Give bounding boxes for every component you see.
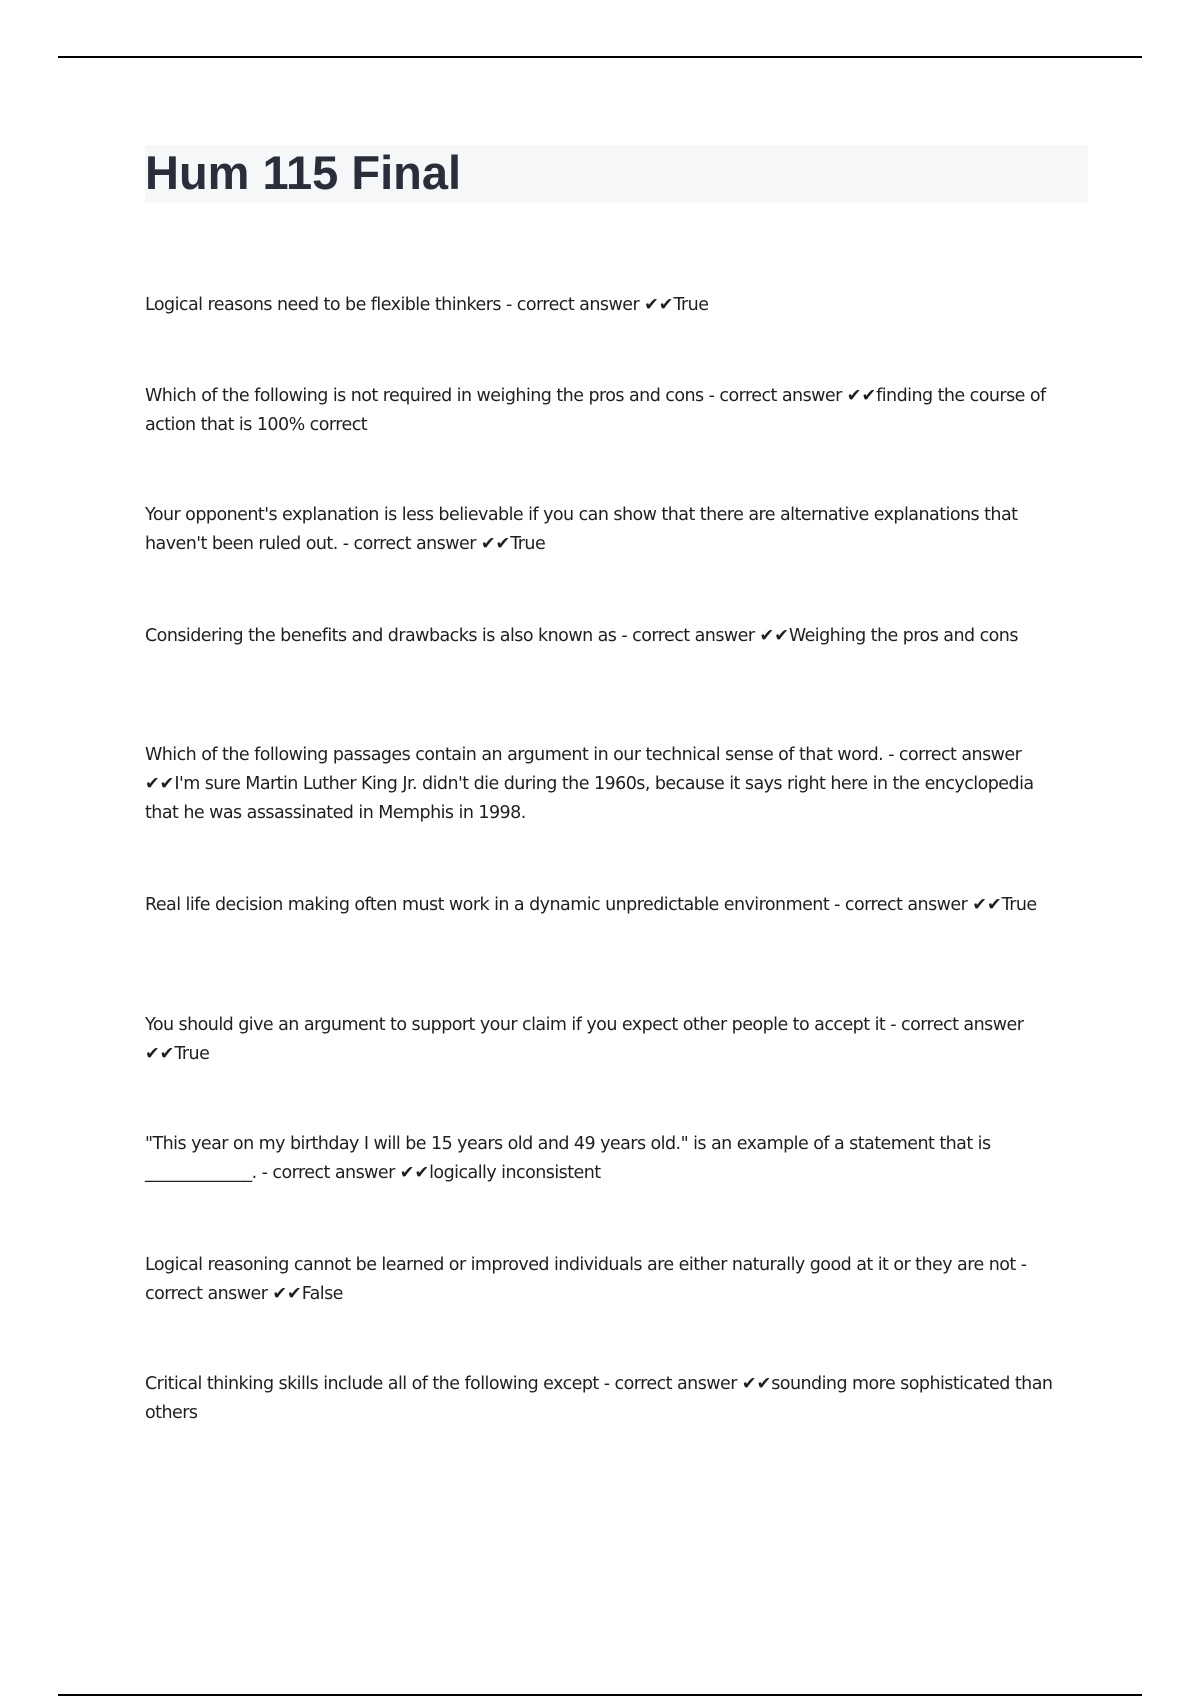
- answer-text: True: [510, 534, 546, 554]
- answer-text: True: [673, 295, 709, 315]
- qa-item-4: [145, 622, 1070, 651]
- answer-text: finding the course of action that is 100% correct: [145, 386, 1046, 435]
- question-text: Considering the benefits and drawbacks is also known as: [145, 626, 617, 646]
- qa-item-1: [145, 291, 1070, 320]
- check-mark-icon: ✔✔: [145, 1044, 175, 1064]
- question-text: Logical reasons need to be flexible thinkers: [145, 295, 501, 315]
- answer-separator: - correct answer: [500, 295, 645, 315]
- qa-item-2: [145, 382, 1070, 440]
- answer-separator: - correct answer: [883, 745, 1022, 765]
- check-mark-icon: ✔✔: [145, 774, 175, 794]
- answer-separator: - correct answer: [337, 534, 481, 554]
- check-mark-icon: ✔✔: [644, 295, 674, 315]
- question-text: Critical thinking skills include all of the following except: [145, 1374, 599, 1394]
- answer-text: logically inconsistent: [429, 1163, 601, 1183]
- qa-item-5: [145, 741, 1070, 828]
- question-text: Which of the following is not required in weighing the pros and cons: [145, 386, 704, 406]
- question-text: Your opponent's explanation is less believable if you can show that there are alternative explanations that haven't been ruled out.: [145, 505, 1018, 554]
- answer-text: False: [301, 1284, 343, 1304]
- qa-item-3: [145, 501, 1070, 559]
- qa-item-9: [145, 1251, 1070, 1309]
- answer-separator: - correct answer: [829, 895, 973, 915]
- answer-text: Weighing the pros and cons: [788, 626, 1018, 646]
- check-mark-icon: ✔✔: [759, 626, 789, 646]
- answer-text: sounding more sophisticated than others: [145, 1374, 1053, 1423]
- check-mark-icon: ✔✔: [846, 386, 877, 406]
- qa-item-10: [145, 1370, 1070, 1428]
- question-text: "This year on my birthday I will be 15 years old and 49 years old." is an example of a statement that is _____________.: [145, 1134, 991, 1183]
- question-text: Real life decision making often must work in a dynamic unpredictable environment: [145, 895, 830, 915]
- answer-separator: - correct answer: [703, 386, 847, 406]
- answer-text: True: [1001, 895, 1037, 915]
- bottom-rule: [58, 1694, 1142, 1696]
- answer-text: I'm sure Martin Luther King Jr. didn't die during the 1960s, because it says right here in the encyclopedia that he was assassinated in Memphis in 1998.: [145, 774, 1034, 823]
- answer-text: True: [174, 1044, 210, 1064]
- answer-separator: - correct answer: [598, 1374, 742, 1394]
- qa-item-8: [145, 1130, 1070, 1188]
- answer-separator: - correct answer: [885, 1015, 1024, 1035]
- check-mark-icon: ✔✔: [972, 895, 1002, 915]
- answer-separator: - correct answer: [256, 1163, 400, 1183]
- answer-separator: - correct answer: [145, 1255, 1027, 1304]
- qa-item-7: [145, 1011, 1070, 1069]
- qa-item-6: [145, 891, 1070, 920]
- question-text: Which of the following passages contain an argument in our technical sense of that word.: [145, 745, 884, 765]
- document-title: Hum 115 Final: [145, 146, 462, 199]
- top-rule: [58, 56, 1142, 58]
- check-mark-icon: ✔✔: [741, 1374, 772, 1394]
- check-mark-icon: ✔✔: [399, 1163, 430, 1183]
- check-mark-icon: ✔✔: [480, 534, 511, 554]
- check-mark-icon: ✔✔: [272, 1284, 302, 1304]
- question-text: Logical reasoning cannot be learned or improved individuals are either naturally good at it or they are not: [145, 1255, 1016, 1275]
- question-text: You should give an argument to support your claim if you expect other people to accept it: [145, 1015, 886, 1035]
- answer-separator: - correct answer: [616, 626, 760, 646]
